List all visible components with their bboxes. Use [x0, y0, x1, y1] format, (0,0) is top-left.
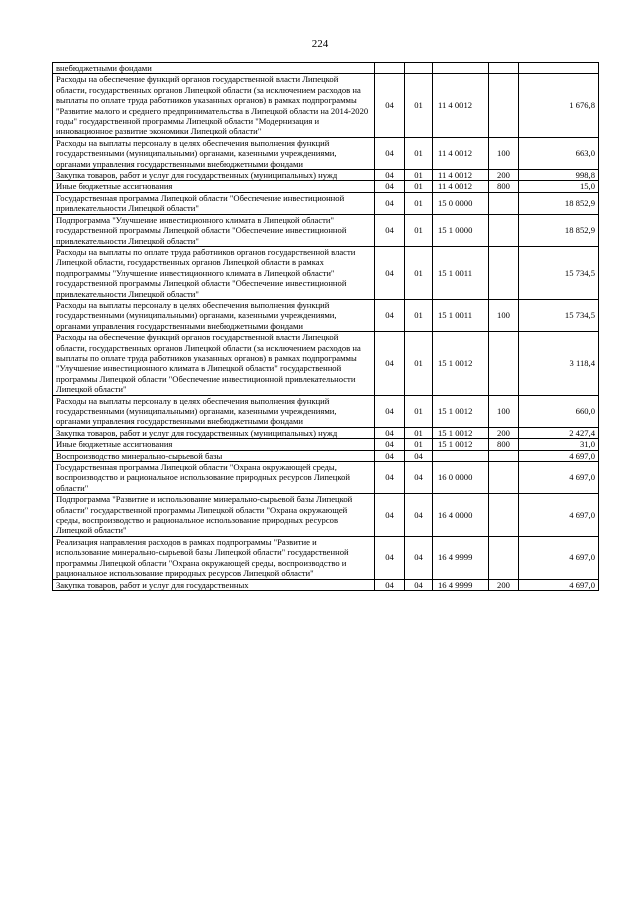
amount-cell: 4 697,0	[519, 462, 599, 494]
expense-type-cell	[489, 246, 519, 299]
row-name-cell: Государственная программа Липецкой области "Обеспечение инвестиционной привлекательности Липецкой области"	[53, 192, 375, 214]
row-name-cell: Подпрограмма "Развитие и использование минерально-сырьевой базы Липецкой области" государственной программы Липецкой области "Охрана окружающей среды, воспроизводство и рациональное использование природных ресурсов Липецкой области"	[53, 494, 375, 537]
target-article-cell: 11 4 0012	[433, 74, 489, 137]
subsection-code-cell: 01	[405, 181, 433, 192]
subsection-code-cell: 01	[405, 214, 433, 246]
table-row	[53, 494, 599, 537]
expense-type-cell: 800	[489, 439, 519, 450]
subsection-code-cell: 01	[405, 74, 433, 137]
row-name-cell: Расходы на выплаты персоналу в целях обеспечения выполнения функций государственными (муниципальными) органами, казенными учреждениями, органами управления государственными внебюджетными фондами	[53, 299, 375, 331]
target-article-cell: 15 1 0012	[433, 332, 489, 395]
amount-cell: 4 697,0	[519, 536, 599, 579]
table-row	[53, 181, 599, 192]
section-code-cell: 04	[375, 450, 405, 461]
expense-type-cell	[489, 63, 519, 74]
section-code-cell: 04	[375, 74, 405, 137]
row-name-cell: Реализация направления расходов в рамках подпрограммы "Развитие и использование минерально-сырьевой базы Липецкой области" государственной программы Липецкой области "Охрана окружающей среды, воспроизводство и рациональное использование природных ресурсов Липецкой области"	[53, 536, 375, 579]
section-code-cell: 04	[375, 395, 405, 427]
page-number: 224	[311, 38, 329, 50]
expense-type-cell	[489, 214, 519, 246]
expense-type-cell	[489, 494, 519, 537]
table-row	[53, 137, 599, 169]
row-name-cell: Расходы на обеспечение функций органов государственной власти Липецкой области, государственных органов Липецкой области (за исключением расходов на выплаты по оплате труда работников указанных органов) в рамках подпрограммы "Улучшение инвестиционного климата в Липецкой области" государственной программы Липецкой области "Обеспечение инвестиционной привлекательности Липецкой области"	[53, 332, 375, 395]
expense-type-cell: 100	[489, 395, 519, 427]
expense-type-cell	[489, 192, 519, 214]
section-code-cell: 04	[375, 536, 405, 579]
amount-cell: 4 697,0	[519, 450, 599, 461]
amount-cell: 4 697,0	[519, 494, 599, 537]
budget-table-body	[53, 63, 599, 591]
target-article-cell: 15 1 0012	[433, 427, 489, 438]
row-name-cell: Иные бюджетные ассигнования	[53, 181, 375, 192]
expense-type-cell	[489, 462, 519, 494]
amount-cell: 18 852,9	[519, 214, 599, 246]
amount-cell: 660,0	[519, 395, 599, 427]
subsection-code-cell: 04	[405, 450, 433, 461]
subsection-code-cell: 01	[405, 332, 433, 395]
subsection-code-cell: 04	[405, 579, 433, 590]
target-article-cell: 16 4 9999	[433, 536, 489, 579]
section-code-cell: 04	[375, 192, 405, 214]
row-name-cell: Расходы на выплаты по оплате труда работников органов государственной власти Липецкой области, государственных органов Липецкой области в рамках подпрограммы "Улучшение инвестиционного климата в Липецкой области" государственной программы Липецкой области "Обеспечение инвестиционной привлекательности Липецкой области"	[53, 246, 375, 299]
table-row	[53, 395, 599, 427]
section-code-cell: 04	[375, 494, 405, 537]
subsection-code-cell	[405, 63, 433, 74]
subsection-code-cell: 04	[405, 494, 433, 537]
table-row	[53, 332, 599, 395]
target-article-cell	[433, 63, 489, 74]
section-code-cell	[375, 63, 405, 74]
target-article-cell: 15 1 0012	[433, 439, 489, 450]
table-row	[53, 579, 599, 590]
section-code-cell: 04	[375, 427, 405, 438]
target-article-cell: 15 1 0000	[433, 214, 489, 246]
amount-cell: 15,0	[519, 181, 599, 192]
amount-cell: 15 734,5	[519, 299, 599, 331]
section-code-cell: 04	[375, 181, 405, 192]
target-article-cell: 11 4 0012	[433, 170, 489, 181]
amount-cell: 998,8	[519, 170, 599, 181]
target-article-cell: 15 1 0011	[433, 246, 489, 299]
target-article-cell: 16 4 9999	[433, 579, 489, 590]
expense-type-cell: 100	[489, 137, 519, 169]
target-article-cell: 15 1 0011	[433, 299, 489, 331]
budget-table	[52, 62, 599, 591]
subsection-code-cell: 01	[405, 170, 433, 181]
expense-type-cell	[489, 536, 519, 579]
target-article-cell: 16 0 0000	[433, 462, 489, 494]
subsection-code-cell: 01	[405, 439, 433, 450]
expense-type-cell: 100	[489, 299, 519, 331]
table-row	[53, 299, 599, 331]
table-row	[53, 536, 599, 579]
section-code-cell: 04	[375, 246, 405, 299]
row-name-cell: Воспроизводство минерально-сырьевой базы	[53, 450, 375, 461]
row-name-cell: Закупка товаров, работ и услуг для государственных	[53, 579, 375, 590]
target-article-cell	[433, 450, 489, 461]
subsection-code-cell: 01	[405, 246, 433, 299]
target-article-cell: 11 4 0012	[433, 181, 489, 192]
section-code-cell: 04	[375, 214, 405, 246]
table-row	[53, 246, 599, 299]
amount-cell: 31,0	[519, 439, 599, 450]
row-name-cell: Подпрограмма "Улучшение инвестиционного климата в Липецкой области" государственной программы Липецкой области "Обеспечение инвестиционной привлекательности Липецкой области"	[53, 214, 375, 246]
amount-cell	[519, 63, 599, 74]
subsection-code-cell: 01	[405, 192, 433, 214]
table-row	[53, 462, 599, 494]
amount-cell: 15 734,5	[519, 246, 599, 299]
section-code-cell: 04	[375, 299, 405, 331]
section-code-cell: 04	[375, 462, 405, 494]
section-code-cell: 04	[375, 439, 405, 450]
subsection-code-cell: 04	[405, 536, 433, 579]
target-article-cell: 15 0 0000	[433, 192, 489, 214]
table-row	[53, 74, 599, 137]
row-name-cell: Расходы на обеспечение функций органов государственной власти Липецкой области, государственных органов Липецкой области (за исключением расходов на выплаты по оплате труда работников указанных органов) в рамках подпрограммы "Развитие малого и среднего предпринимательства в Липецкой области на 2014-2020 годы" государственной программы Липецкой области "Модернизация и инновационное развитие экономики Липецкой области"	[53, 74, 375, 137]
table-row	[53, 63, 599, 74]
expense-type-cell	[489, 74, 519, 137]
amount-cell: 2 427,4	[519, 427, 599, 438]
expense-type-cell: 200	[489, 427, 519, 438]
table-row	[53, 450, 599, 461]
section-code-cell: 04	[375, 579, 405, 590]
target-article-cell: 16 4 0000	[433, 494, 489, 537]
target-article-cell: 15 1 0012	[433, 395, 489, 427]
amount-cell: 1 676,8	[519, 74, 599, 137]
row-name-cell: Закупка товаров, работ и услуг для государственных (муниципальных) нужд	[53, 170, 375, 181]
expense-type-cell	[489, 450, 519, 461]
expense-type-cell: 200	[489, 170, 519, 181]
table-row	[53, 192, 599, 214]
section-code-cell: 04	[375, 137, 405, 169]
amount-cell: 663,0	[519, 137, 599, 169]
table-row	[53, 170, 599, 181]
amount-cell: 4 697,0	[519, 579, 599, 590]
subsection-code-cell: 01	[405, 137, 433, 169]
subsection-code-cell: 01	[405, 395, 433, 427]
row-name-cell: Закупка товаров, работ и услуг для государственных (муниципальных) нужд	[53, 427, 375, 438]
expense-type-cell: 200	[489, 579, 519, 590]
subsection-code-cell: 01	[405, 299, 433, 331]
amount-cell: 18 852,9	[519, 192, 599, 214]
subsection-code-cell: 04	[405, 462, 433, 494]
row-name-cell: Иные бюджетные ассигнования	[53, 439, 375, 450]
row-name-cell: Расходы на выплаты персоналу в целях обеспечения выполнения функций государственными (муниципальными) органами, казенными учреждениями, органами управления государственными внебюджетными фондами	[53, 137, 375, 169]
expense-type-cell: 800	[489, 181, 519, 192]
table-row	[53, 439, 599, 450]
expense-type-cell	[489, 332, 519, 395]
table-row	[53, 214, 599, 246]
row-name-cell: внебюджетными фондами	[53, 63, 375, 74]
section-code-cell: 04	[375, 170, 405, 181]
subsection-code-cell: 01	[405, 427, 433, 438]
target-article-cell: 11 4 0012	[433, 137, 489, 169]
amount-cell: 3 118,4	[519, 332, 599, 395]
table-row	[53, 427, 599, 438]
row-name-cell: Расходы на выплаты персоналу в целях обеспечения выполнения функций государственными (муниципальными) органами, казенными учреждениями, органами управления государственными внебюджетными фондами	[53, 395, 375, 427]
section-code-cell: 04	[375, 332, 405, 395]
row-name-cell: Государственная программа Липецкой области "Охрана окружающей среды, воспроизводство и рациональное использование природных ресурсов Липецкой области"	[53, 462, 375, 494]
